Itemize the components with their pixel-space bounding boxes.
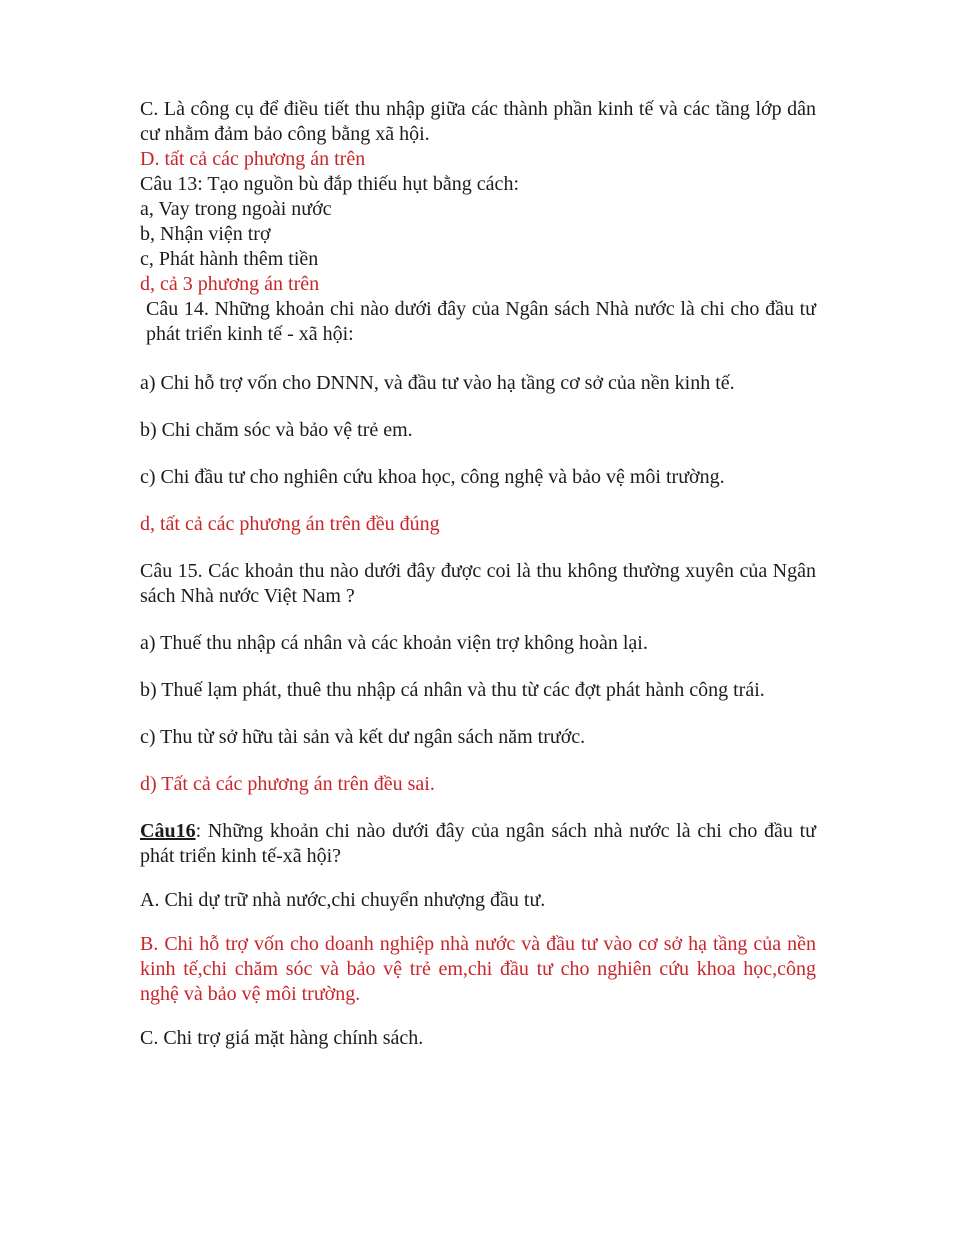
q16-label: Câu16	[140, 820, 196, 842]
q15-option-a: a) Thuế thu nhập cá nhân và các khoản viện trợ không hoàn lại.	[140, 632, 648, 654]
q12-option-d-answer: D. tất cả các phương án trên	[140, 148, 366, 170]
q13-option-a: a, Vay trong ngoài nước	[140, 198, 332, 220]
q13-question: Câu 13: Tạo nguồn bù đắp thiếu hụt bằng cách:	[140, 173, 519, 195]
q15-option-d-answer: d) Tất cả các phương án trên đều sai.	[140, 773, 435, 795]
q14-option-c: c) Chi đầu tư cho nghiên cứu khoa học, công nghệ và bảo vệ môi trường.	[140, 466, 725, 488]
q16-option-a: A. Chi dự trữ nhà nước,chi chuyển nhượng đầu tư.	[140, 889, 546, 911]
q16-option-c: C. Chi trợ giá mặt hàng chính sách.	[140, 1027, 424, 1049]
q16-question	[140, 819, 816, 869]
q16-option-b-answer: B. Chi hỗ trợ vốn cho doanh nghiệp nhà nước và đầu tư vào cơ sở hạ tầng của nền kinh tế,chi chăm sóc và bảo vệ trẻ em,chi đầu tư cho nghiên cứu khoa học,công nghệ và bảo vệ môi trường.	[140, 933, 816, 1005]
q15-question: Câu 15. Các khoản thu nào dưới đây được coi là thu không thường xuyên của Ngân sách Nhà nước Việt Nam ?	[140, 560, 816, 607]
q13-option-b: b, Nhận viện trợ	[140, 223, 271, 245]
q12-option-c: C. Là công cụ để điều tiết thu nhập giữa các thành phần kinh tế và các tầng lớp dân cư nhằm đảm bảo công bằng xã hội.	[140, 98, 816, 145]
q15-option-c: c) Thu từ sở hữu tài sản và kết dư ngân sách năm trước.	[140, 726, 586, 748]
q14-option-a: a) Chi hỗ trợ vốn cho DNNN, và đầu tư vào hạ tầng cơ sở của nền kinh tế.	[140, 372, 735, 394]
q13-option-d-answer: d, cả 3 phương án trên	[140, 273, 320, 295]
document-page	[140, 97, 816, 1051]
q14-option-d-answer: d, tất cả các phương án trên đều đúng	[140, 513, 440, 535]
q13-option-c: c, Phát hành thêm tiền	[140, 248, 319, 270]
q16-question-text: : Những khoản chi nào dưới đây của ngân sách nhà nước là chi cho đầu tư phát triển kinh tế-xã hội?	[140, 820, 816, 867]
q14-question: Câu 14. Những khoản chi nào dưới đây của Ngân sách Nhà nước là chi cho đầu tư phát triển kinh tế - xã hội:	[146, 298, 816, 345]
q15-option-b: b) Thuế lạm phát, thuê thu nhập cá nhân và thu từ các đợt phát hành công trái.	[140, 679, 765, 701]
q14-option-b: b) Chi chăm sóc và bảo vệ trẻ em.	[140, 419, 413, 441]
